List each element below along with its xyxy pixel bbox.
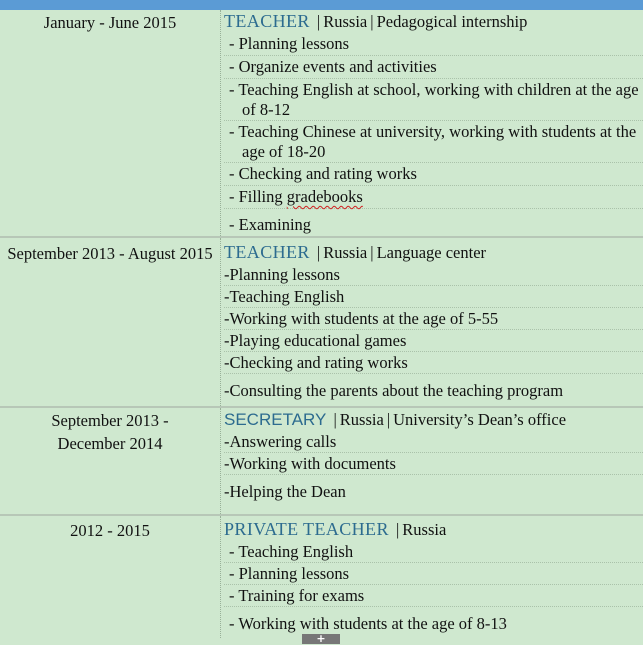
duty-item: -Answering calls — [224, 431, 643, 453]
details-cell[interactable] — [221, 10, 643, 236]
duty-item: -Teaching English — [224, 286, 643, 308]
duty-item: -Planning lessons — [224, 264, 643, 286]
date-cell[interactable] — [0, 408, 221, 514]
duty-item-gradebooks — [224, 186, 643, 209]
entry-place: Russia — [402, 520, 447, 539]
entry-place: Russia — [323, 12, 368, 31]
duty-item: -Working with students at the age of 5-55 — [224, 308, 643, 330]
entry-organization: Pedagogical internship — [376, 12, 528, 31]
spellcheck-flagged-word[interactable]: gradebooks — [286, 187, 363, 206]
separator: | — [333, 410, 337, 429]
entry-date: September 2013 - August 2015 — [7, 244, 213, 263]
duty-item: - Working with students at the age of 8-13 — [229, 614, 507, 633]
table-scroll-handle[interactable]: + — [302, 634, 340, 644]
top-accent-strip — [0, 0, 643, 10]
entry-date: 2012 - 2015 — [70, 521, 150, 540]
duty-item: -Consulting the parents about the teaching program — [224, 381, 564, 400]
entry-role: TEACHER — [224, 242, 310, 262]
experience-row-deans-office — [0, 408, 643, 516]
duty-item: - Checking and rating works — [224, 163, 643, 186]
duty-item: -Helping the Dean — [224, 482, 346, 501]
entry-date: January - June 2015 — [43, 13, 177, 32]
separator: | — [370, 12, 374, 31]
separator: | — [386, 410, 391, 429]
entry-organization: University’s Dean’s office — [393, 410, 567, 429]
duty-item: - Teaching Chinese at university, working with students at the age of 18-20 — [224, 121, 643, 163]
duty-item: -Working with documents — [224, 453, 643, 475]
experience-table — [0, 10, 643, 638]
duty-item: - Training for exams — [224, 585, 643, 607]
experience-row-pedagogical-internship — [0, 10, 643, 238]
separator: | — [370, 243, 374, 262]
duty-item: - Teaching English at school, working with children at the age of 8-12 — [224, 79, 643, 121]
duty-item: - Organize events and activities — [224, 56, 643, 79]
entry-date: September 2013 - December 2014 — [51, 411, 169, 453]
duty-item: - Planning lessons — [224, 563, 643, 585]
duty-text: - Filling — [229, 187, 287, 206]
duty-item: -Playing educational games — [224, 330, 643, 352]
experience-row-private-teacher — [0, 516, 643, 638]
details-cell[interactable] — [221, 516, 643, 638]
separator: | — [316, 12, 321, 31]
entry-title — [224, 408, 643, 431]
details-cell[interactable] — [221, 408, 643, 514]
entry-title — [224, 516, 643, 541]
duty-item: - Teaching English — [224, 541, 643, 563]
experience-row-language-center — [0, 238, 643, 408]
entry-role: SECRETARY — [224, 410, 327, 429]
entry-place: Russia — [339, 410, 384, 429]
date-cell[interactable] — [0, 238, 221, 406]
details-cell[interactable] — [221, 238, 643, 406]
separator: | — [395, 520, 400, 539]
duty-item: -Checking and rating works — [224, 352, 643, 374]
date-cell[interactable] — [0, 516, 221, 638]
date-cell[interactable] — [0, 10, 221, 236]
entry-role: TEACHER — [224, 11, 310, 31]
entry-title — [224, 10, 643, 33]
separator: | — [316, 243, 321, 262]
duty-item: - Examining — [229, 215, 312, 234]
entry-title — [224, 238, 643, 264]
duty-item: - Planning lessons — [224, 33, 643, 56]
entry-organization: Language center — [376, 243, 487, 262]
entry-place: Russia — [323, 243, 368, 262]
entry-role: PRIVATE TEACHER — [224, 519, 389, 539]
